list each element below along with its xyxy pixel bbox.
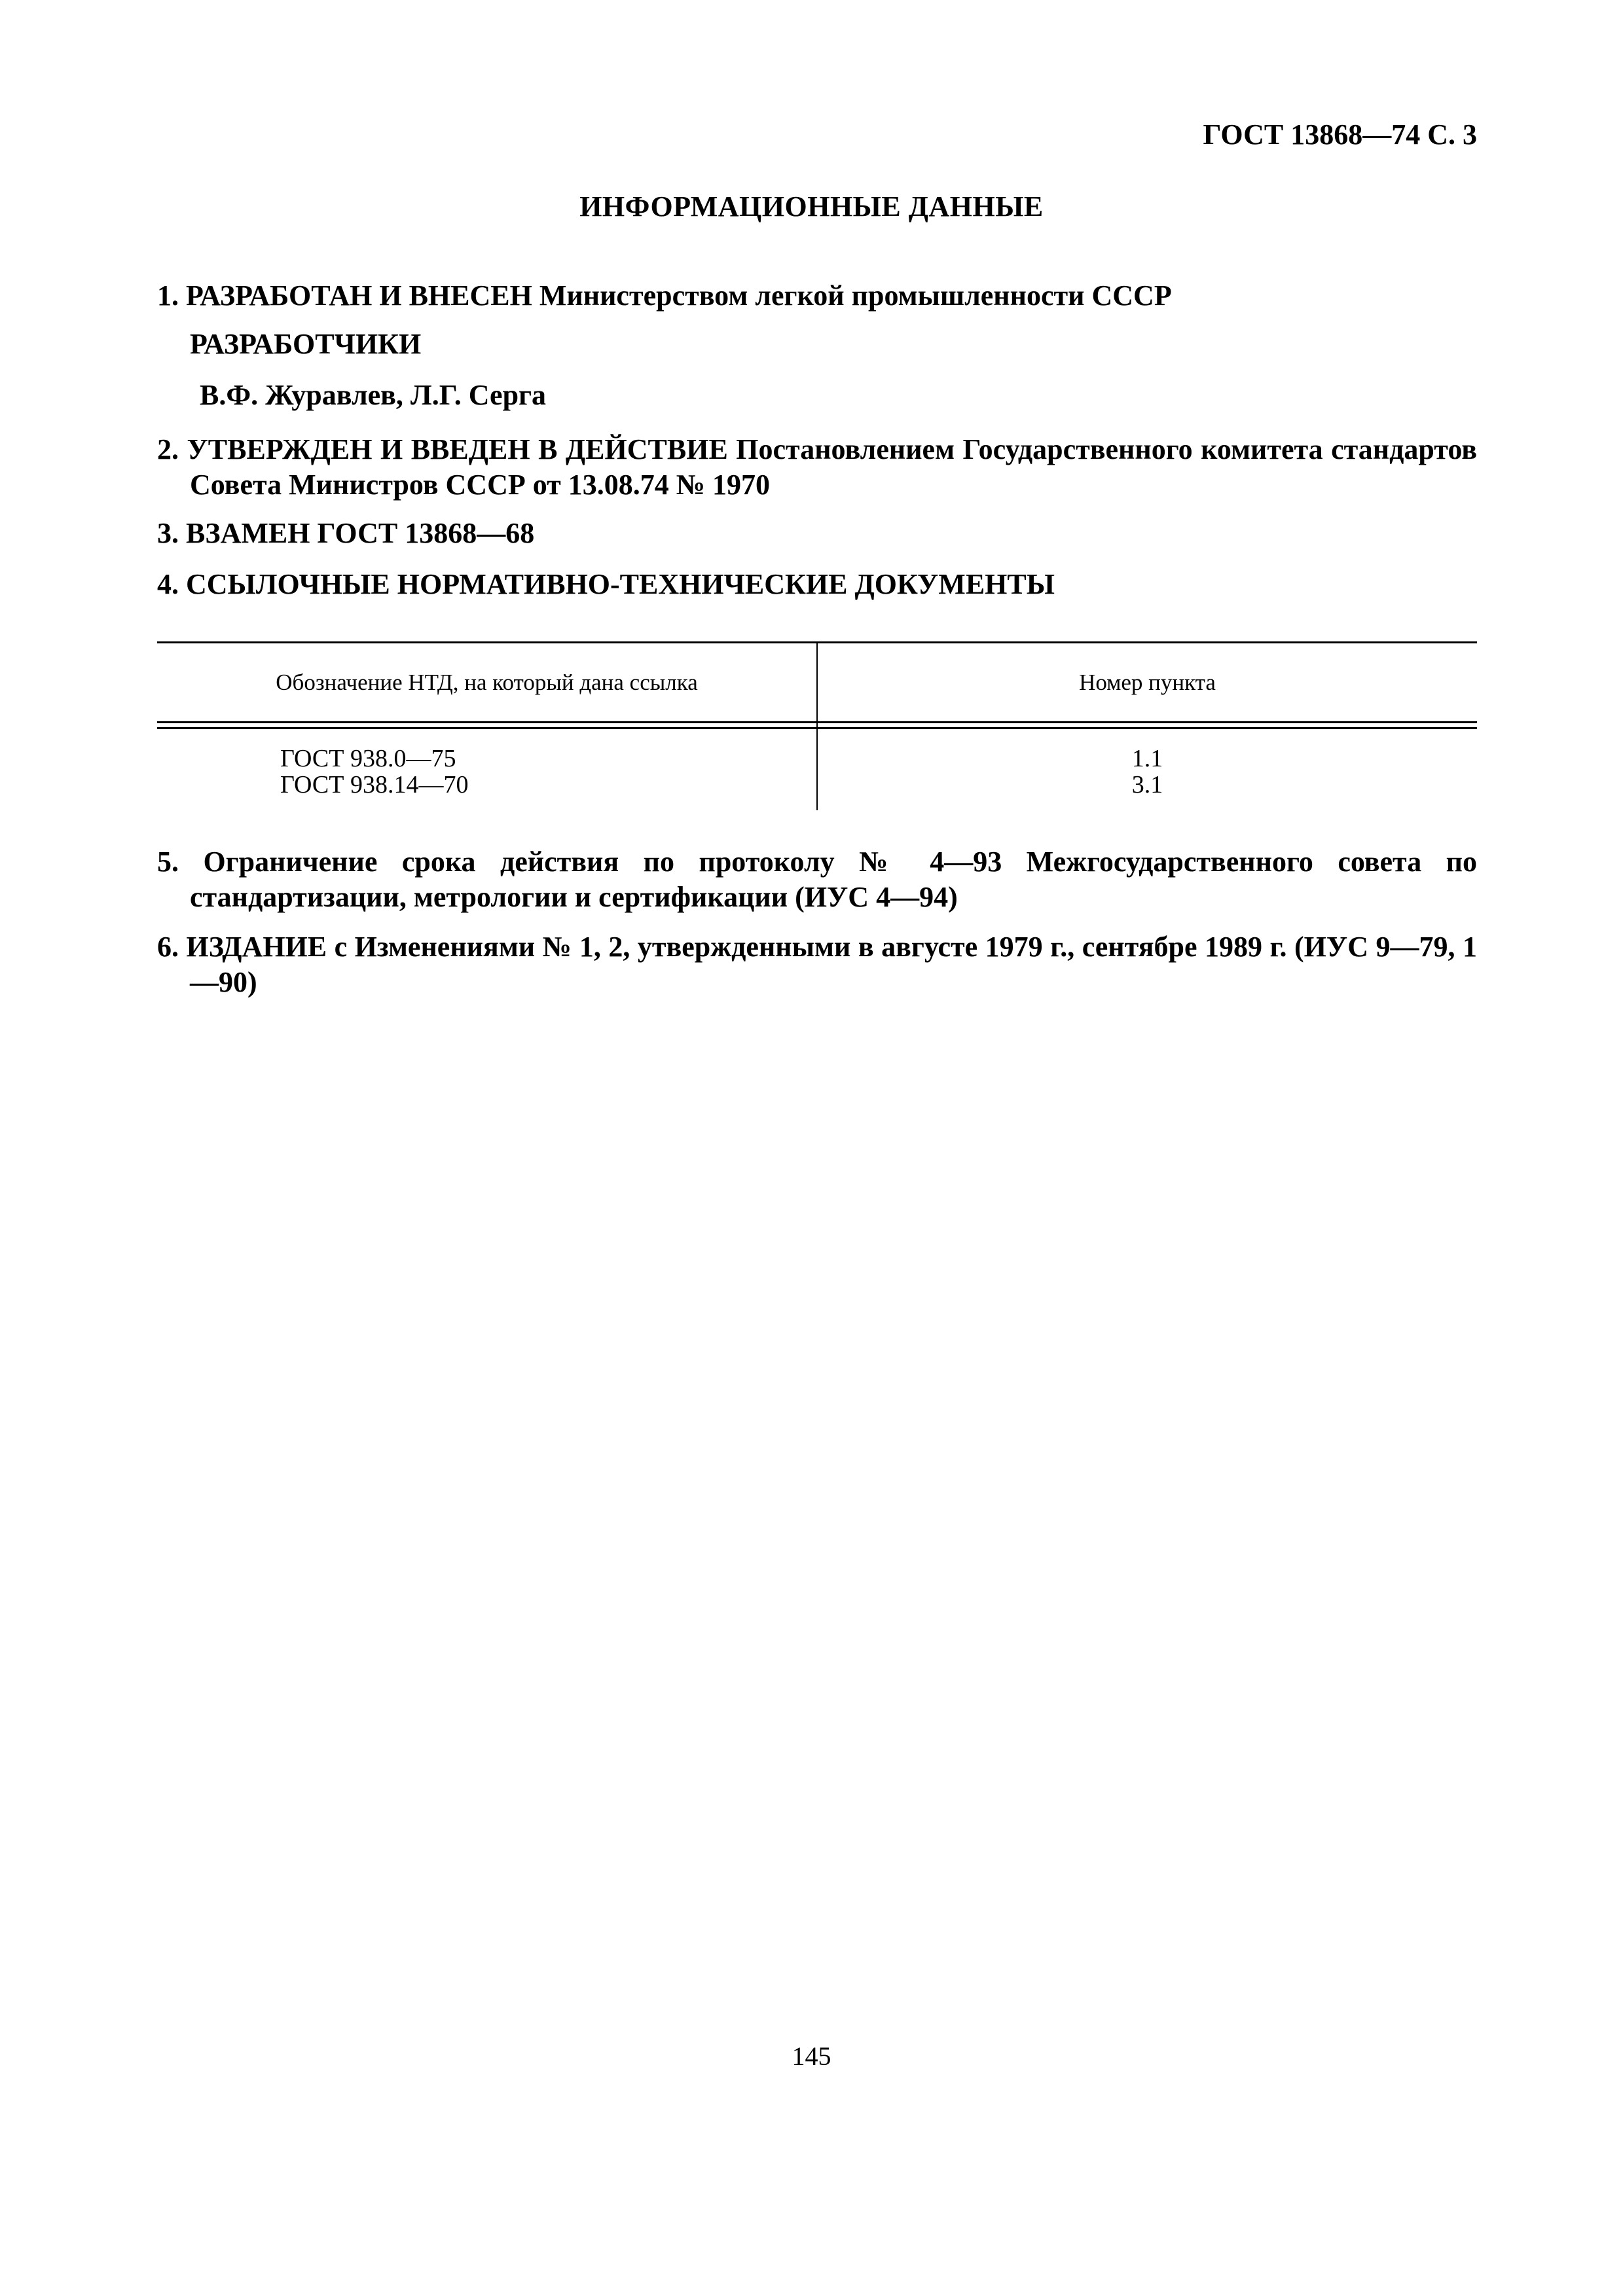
table-cell-document: ГОСТ 938.14—70 bbox=[280, 771, 469, 798]
item-approved: 2. УТВЕРЖДЕН И ВВЕДЕН В ДЕЙСТВИЕ Постановлением Государственного комитета стандартов Совета Министров СССР от 13.08.74 № 1970 bbox=[157, 433, 1477, 501]
item-edition: 6. ИЗДАНИЕ с Изменениями № 1, 2, утвержденными в августе 1979 г., сентябре 1989 г. (ИУС 9—79, 1—90) bbox=[157, 931, 1477, 998]
item-developed-by: 1. РАЗРАБОТАН И ВНЕСЕН Министерством легкой промышленности СССР bbox=[157, 279, 1172, 312]
developers-names: В.Ф. Журавлев, Л.Г. Серга bbox=[200, 379, 547, 411]
table-header-document: Обозначение НТД, на который дана ссылка bbox=[276, 670, 698, 695]
item-replaces: 3. ВЗАМЕН ГОСТ 13868—68 bbox=[157, 517, 535, 549]
reference-table bbox=[157, 641, 1477, 810]
item-validity-limit: 5. Ограничение срока действия по протоколу № 4—93 Межгосударственного совета по стандартизации, метрологии и сертификации (ИУС 4—94) bbox=[157, 846, 1477, 913]
table-cell-clause: 1.1 bbox=[1131, 745, 1163, 772]
document-reference: ГОСТ 13868—74 С. 3 bbox=[1203, 118, 1477, 151]
table-header-rule bbox=[157, 721, 1477, 723]
table-header-rule bbox=[157, 727, 1477, 729]
table-header-clause: Номер пункта bbox=[1079, 670, 1216, 695]
page-title: ИНФОРМАЦИОННЫЕ ДАННЫЕ bbox=[579, 190, 1044, 223]
page-number: 145 bbox=[792, 2041, 831, 2071]
developers-label: РАЗРАБОТЧИКИ bbox=[190, 328, 422, 360]
item-referenced-documents: 4. ССЫЛОЧНЫЕ НОРМАТИВНО-ТЕХНИЧЕСКИЕ ДОКУМЕНТЫ bbox=[157, 568, 1055, 600]
table-cell-clause: 3.1 bbox=[1131, 771, 1163, 798]
table-cell-document: ГОСТ 938.0—75 bbox=[280, 745, 456, 772]
